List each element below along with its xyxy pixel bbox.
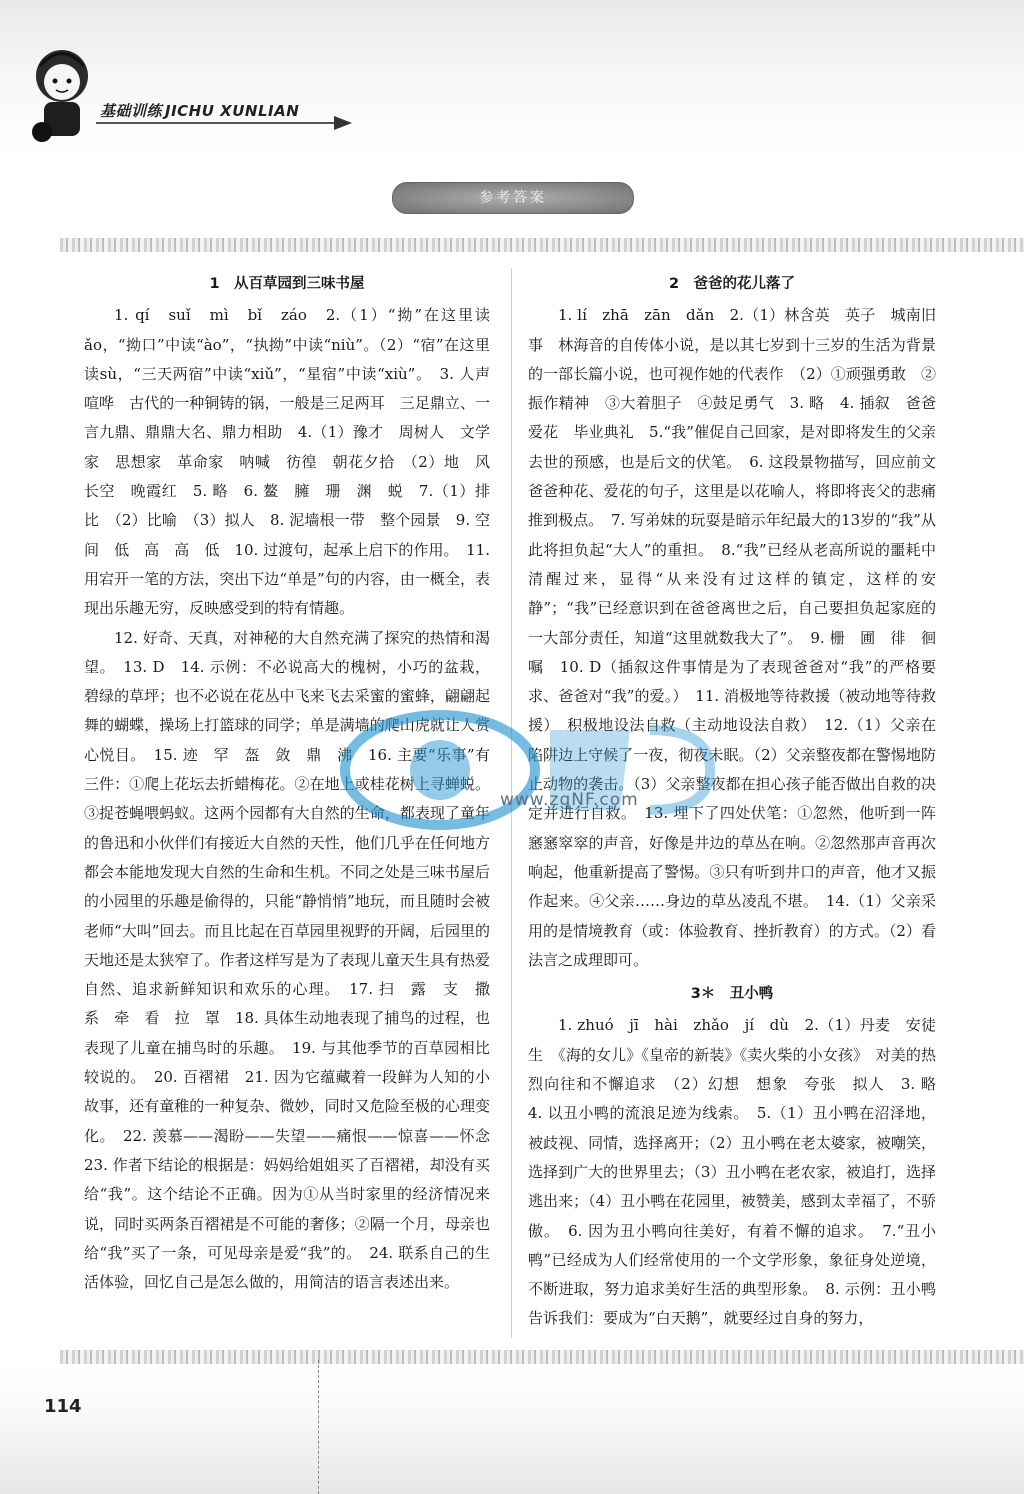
- header-title-en: JICHU XUNLIAN: [165, 102, 300, 120]
- footer-divider: [318, 1360, 320, 1494]
- header-title-cn: 基础训练: [100, 102, 163, 120]
- answer-paragraph: 1. zhuó jī hài zhǎo jí dù 2.（1）丹麦 安徒生 《海的女儿》《皇帝的新装》《卖火柴的小女孩》 对美的热烈向往和不懈追求 （2）幻想 想象 夸张 拟人 3. 略 4. 以丑小鸭的流浪足迹为线索。 5.（1）丑小鸭在沼泽地，被歧视、同情，选择离开；（2）丑小鸭在老太婆家，被嘲笑，选择到广大的世界里去；（3）丑小鸭在老农家，被追打，选择逃出来；（4）丑小鸭在花园里，被赞美，感到太幸福了，不骄傲。 6. 因为丑小鸭向往美好，有着不懈的追求。 7.“丑小鸭”已经成为人们经常使用的一个文学形象，象征身处逆境，不断进取，努力追求美好生活的典型形象。 8. 示例：丑小鸭告诉我们：要成为“白天鹅”，就要经过自身的努力，: [528, 1016, 952, 1328]
- section-title: 3＊ 丑小鸭: [690, 986, 774, 1003]
- section-title: 1 从百草园到三味书屋: [209, 276, 365, 292]
- footer-decoration: [0, 1368, 1024, 1494]
- section-header: [100, 100, 299, 121]
- answer-paragraph: 12. 好奇、天真，对神秘的大自然充满了探究的热情和渴望。 13. D 14. 示例：不必说高大的槐树，小巧的盆栽，碧绿的草坪；也不必说在花丛中飞来飞去采蜜的蜜蜂，翩翩起舞的蝴蝶，操场上打篮球的同学；单是满墙的爬山虎就让人赏心悦目。 15. 迹 罕 盔 敛 鼎 沸 16. 主要“乐事”有三件：①爬上花坛去折蜡梅花。②在地上或桂花树上寻蝉蜕。③捉苍蝇喂蚂蚁。这两个园都有大自然的生命，都表现了童年的鲁迅和小伙伴们有接近大自然的天性，他们几乎在任何地方都会本能地发现大自然的生命和生机。不同之处是三味书屋后的小园里的乐趣是偷得的，只能“静悄悄”地玩，而且随时会被老师“大叫”回去。而且比起在百草园里视野的开阔，后园里的天地还是太狭窄了。作者这样写是为了表现儿童天生具有热爱自然、追求新鲜知识和欢乐的心理。 17. 扫 露 支 撒 系 牵 看 拉 罩 18. 具体生动地表现了捕鸟的过程，也表现了儿童在捕鸟时的乐趣。 19. 与其他季节的百草园相比较说的。 20. 百褶裙 21. 因为它蕴藏着一段鲜为人知的小故事，还有童稚的一种复杂、微妙，同时又危险至极的心理变化。 22. 羡慕——渴盼——失望——痛恨——惊喜——怀念 23. 作者下结论的根据是：妈妈给姐姐买了百褶裙，却没有买给“我”。这个结论不正确。因为①从当时家里的经济情况来说，同时买两条百褶裙是不可能的奢侈；②隔一个月，母亲也给“我”买了一条，可见母亲是爱“我”的。 24. 联系自己的生活体验，回忆自己是怎么做的，用简洁的语言表述出来。: [84, 628, 506, 1292]
- answer-banner: 参考答案: [392, 182, 634, 214]
- watermark-url: www.zqNF.com: [500, 790, 639, 810]
- watermark-logo-icon: [330, 690, 750, 850]
- header-decoration: [0, 0, 1024, 160]
- header-underline: [96, 122, 336, 124]
- mascot-icon: [22, 36, 102, 146]
- top-decorative-band: [60, 238, 1024, 252]
- page-number: 114: [44, 1396, 82, 1417]
- section-title: 2 爸爸的花儿落了: [668, 276, 796, 292]
- arrow-icon: [334, 116, 352, 130]
- bottom-decorative-band: [60, 1350, 1024, 1364]
- answer-paragraph: 1. lí zhā zān dǎn 2.（1）林含英 英子 城南旧事 林海音的自传体小说，是以其七岁到十三岁的生活为背景的一部长篇小说，也可视作她的代表作 （2）①顽强勇敢 ②振作精神 ③大着胆子 ④鼓足勇气 3. 略 4. 插叙 爸爸爱花 毕业典礼 5.“我”催促自己回家，是对即将发生的父亲去世的预感，也是后文的伏笔。 6. 这段景物描写，回应前文爸爸种花、爱花的句子，这里是以花喻人，将即将丧父的悲痛推到极点。 7. 写弟妹的玩耍是暗示年纪最大的13岁的“我”从此将担负起“大人”的重担。 8.“我”已经从老高所说的噩耗中清醒过来，显得“从来没有过这样的镇定，这样的安静”；“我”已经意识到在爸爸离世之后，自己要担负起家庭的一大部分责任，知道“这里就数我大了”。 9. 栅 圃 徘 徊 嘱 10. D（插叙这件事情是为了表现爸爸对“我”的严格要求、爸爸对“我”的爱。） 11. 消极地等待救援（被动地等待救援） 积极地设法自救（主动地设法自救） 12.（1）父亲在陷阱边上守候了一夜，彻夜未眠。（2）父亲整夜都在警惕地防止动物的袭击。（3）父亲整夜都在担心孩子能否做出自救的决定并进行自救。 13. 埋下了四处伏笔：①忽然，他听到一阵窸窸窣窣的声音，好像是井边的草丛在响。②忽然那声音再次响起，他重新提高了警惕。③只有听到井口的声音，他才又振作起来。④父亲……身边的草丛凌乱不堪。 14.（1）父亲采用的是情境教育（或：体验教育、挫折教育）的方式。（2）看法言之成理即可。: [528, 306, 952, 969]
- answer-paragraph: 1. qí suǐ mì bǐ záo 2.（1）“拗”在这里读ǎo，“拗口”中读“ào”，“执拗”中读“niù”。（2）“宿”在这里读sù，“三天两宿”中读“xiǔ”，“星宿”中读“xiù”。 3. 人声喧哗 古代的一种铜铸的锅，一般是三足两耳 三足鼎立、一言九鼎、鼎鼎大名、鼎力相助 4.（1）豫才 周树人 文学家 思想家 革命家 呐喊 彷徨 朝花夕拾 （2）地 风 长空 晚霞红 5. 略 6. 鳌 臃 珊 渊 蜕 7.（1）排比 （2）比喻 （3）拟人 8. 泥墙根一带 整个园景 9. 空间 低 高 高 低 10. 过渡句，起承上启下的作用。 11. 用宕开一笔的方法，突出下边“单是”句的内容，由一概全，表现出乐趣无穷，反映感受到的特有情趣。: [84, 306, 506, 618]
